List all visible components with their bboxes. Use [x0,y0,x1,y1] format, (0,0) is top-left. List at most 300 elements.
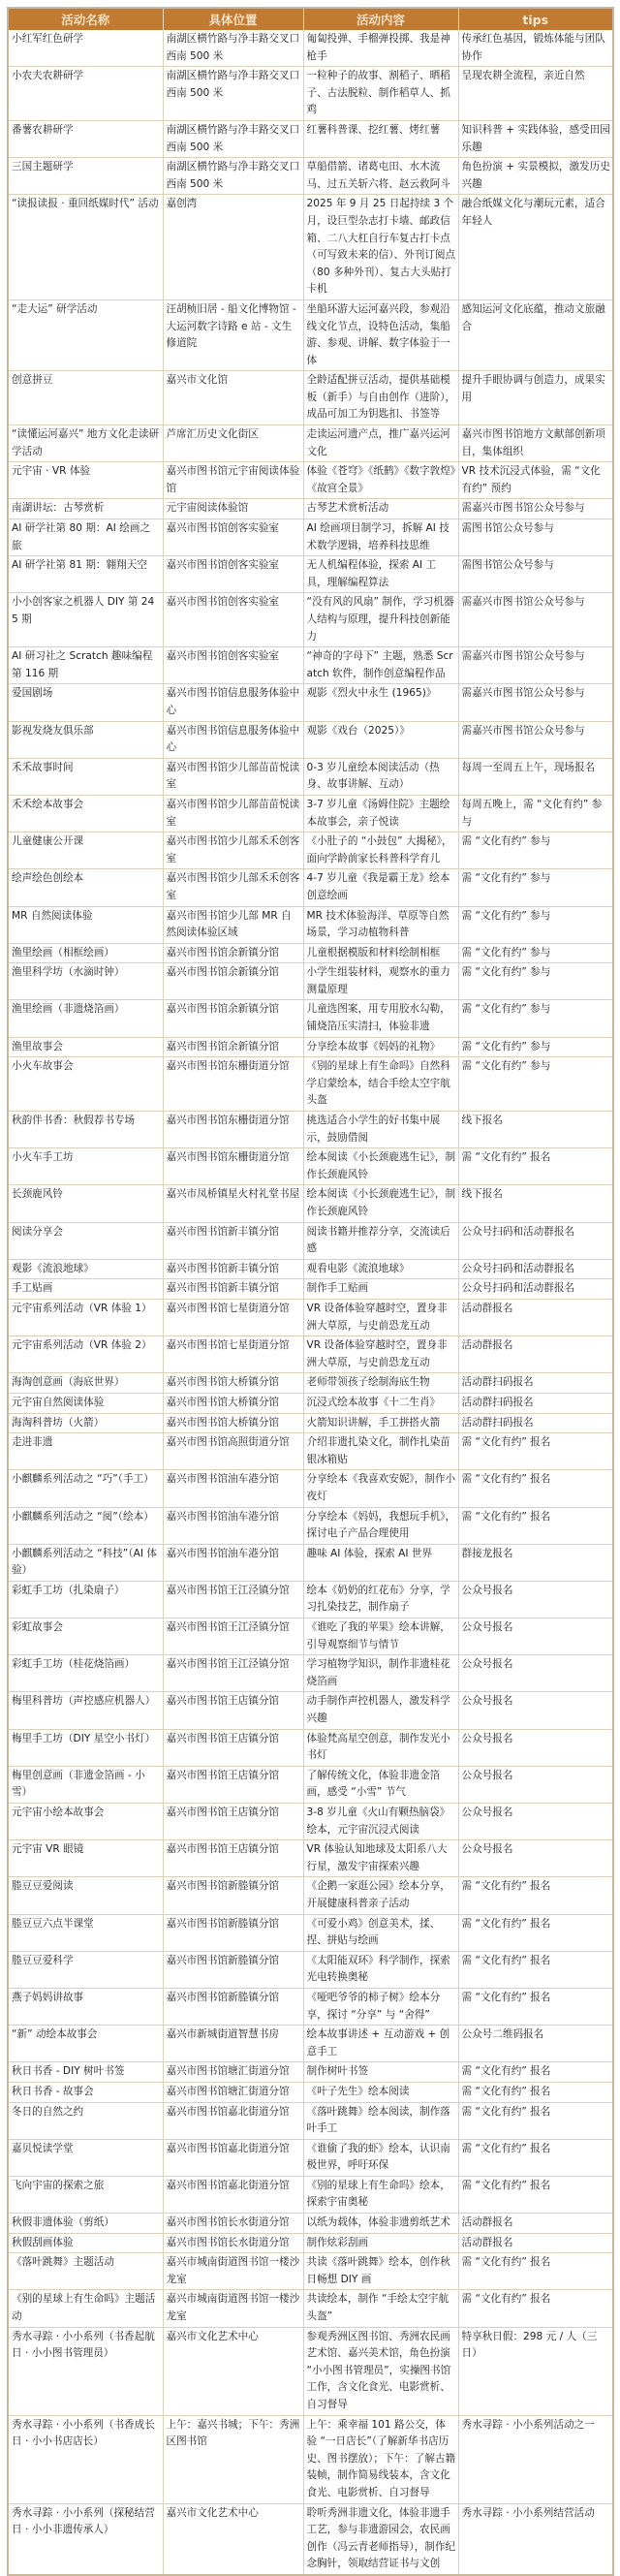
activity-name-cell: 飞向宇宙的探索之旅 [8,2176,163,2213]
activity-name-cell: 海淘创意画（海底世界） [8,1373,163,1394]
content-cell: 《可爱小鸡》创意美术，揉、捏、拼贴与绘画 [303,1914,458,1951]
location-cell: 嘉兴市新城街道智慧书房 [163,2026,303,2062]
activity-name-cell: 梅里手工坊（DIY 星空小书灯） [8,1729,163,1766]
location-cell: 嘉兴市图书馆新塍镇分馆 [163,1988,303,2025]
content-cell: 绘本《奶奶的红花布》分享，学习扎染技艺，制作扇子 [303,1581,458,1618]
content-cell: 制作炫彩刮画 [303,2233,458,2253]
location-cell: 嘉兴市图书馆大桥镇分馆 [163,1373,303,1394]
location-cell: 嘉兴市图书馆嘉北街道分馆 [163,2139,303,2176]
content-cell: 制作树叶书签 [303,2062,458,2083]
location-cell: 嘉兴市图书馆王店镇分馆 [163,1729,303,1766]
content-cell: 红薯科普课、挖红薯、烤红薯 [303,120,458,157]
tips-cell: 需 “文化有约” 参与 [458,832,613,869]
table-row [8,195,613,300]
tips-cell: VR 技术沉浸式体验，需 “文化有约” 预约 [458,462,613,499]
content-cell: 匍匐投弹、手榴弹投掷、我是神枪手 [303,30,458,67]
location-cell: 嘉兴市图书馆七星街道分馆 [163,1336,303,1373]
content-cell: AI 绘画项目制学习，拆解 AI 技术数学逻辑，培养科技思维 [303,519,458,556]
tips-cell: 需 “文化有约” 报名 [458,1877,613,1914]
content-cell: VR 设备体验穿越时空，置身非洲大草原，与史前恐龙互动 [303,1336,458,1373]
location-cell: 嘉兴市图书馆东栅街道分馆 [163,1148,303,1185]
content-cell: VR 设备体验穿越时空，置身非洲大草原，与史前恐龙互动 [303,1299,458,1335]
table-row [8,1988,613,2025]
header-activity-name: 活动名称 [8,8,163,30]
tips-cell: 需嘉兴市图书馆公众号参与 [458,684,613,721]
location-cell: 嘉兴市图书馆少儿部禾禾创客室 [163,832,303,869]
content-cell: 古琴艺术赏析活动 [303,499,458,519]
tips-cell: 公众号扫码和活动群报名 [458,1279,613,1300]
location-cell: 嘉兴市图书馆王店镇分馆 [163,1804,303,1840]
activity-name-cell: 彩虹故事会 [8,1618,163,1655]
tips-cell: 秀水寻踪 · 小小系列活动之一 [458,2415,613,2503]
content-cell: 参观秀洲区图书馆、秀洲农民画艺术馆、嘉兴美术馆，角色扮演 “小小图书管理员”，实操图书馆工作，含文化食光、电影赏析、自习督导 [303,2327,458,2415]
table-row [8,1618,613,1655]
activity-name-cell: 元宇宙系列活动（VR 体验 2） [8,1336,163,1373]
content-cell: 《谁吃了我的苹果》绘本讲解，引导观察细节与情节 [303,1618,458,1655]
table-row [8,832,613,869]
content-cell: 儿童根据模版和材料绘制相框 [303,943,458,963]
activity-name-cell: 儿童健康公开课 [8,832,163,869]
activity-name-cell: 手工贴画 [8,1279,163,1300]
table-row [8,2233,613,2253]
table-row [8,462,613,499]
activity-name-cell: 燕子妈妈讲故事 [8,1988,163,2025]
location-cell: 嘉兴市图书馆余新镇分馆 [163,943,303,963]
table-row [8,963,613,1000]
tips-cell: 需 “文化有约” 报名 [458,1988,613,2025]
content-cell: 观影《烈火中永生 (1965)》 [303,684,458,721]
location-cell: 嘉兴市图书馆王店镇分馆 [163,1766,303,1803]
tips-cell: 提升手眼协调与创造力，成果实用 [458,371,613,425]
location-cell: 嘉兴市图书馆长水街道分馆 [163,2233,303,2253]
tips-cell: 秀水寻踪 · 小小系列结营活动 [458,2503,613,2575]
activity-name-cell: 创意拼豆 [8,371,163,425]
activity-name-cell: 秋假刮画体验 [8,2233,163,2253]
content-cell: 3-8 岁儿童《火山有颗热脑袋》绘本，元宇宙沉浸式阅读 [303,1804,458,1840]
content-cell: 聆听秀洲非遗文化，体验非遗手工艺，参与非遗游园会，农民画创作（冯云青老师指导），制作纪念胸针，领取结营证书与文创 [303,2503,458,2575]
table-row [8,906,613,943]
table-row [8,684,613,721]
activity-name-cell: 元宇宙 VR 眼镜 [8,1840,163,1877]
content-cell: 阅读书籍并推荐分享，交流读后感 [303,1222,458,1259]
table-row [8,2214,613,2234]
table-row [8,1581,613,1618]
location-cell: 嘉兴市图书馆王店镇分馆 [163,1692,303,1729]
table-row [8,1877,613,1914]
activity-name-cell: 元宇宙自然阅读体验 [8,1393,163,1413]
tips-cell: 活动群报名 [458,2214,613,2234]
table-row [8,1373,613,1394]
location-cell: 嘉兴市图书馆余新镇分馆 [163,1000,303,1037]
content-cell: 观看电影《流浪地球》 [303,1259,458,1279]
activity-name-cell: 塍豆豆爱科学 [8,1951,163,1988]
location-cell: 芦席汇历史文化街区 [163,425,303,462]
table-row [8,593,613,647]
table-row [8,1655,613,1692]
activity-name-cell: 《别的星球上有生命吗》主题活动 [8,2290,163,2327]
table-row [8,499,613,519]
location-cell: 嘉兴市凤桥镇星火村礼堂书屋 [163,1185,303,1222]
table-row [8,2503,613,2575]
table-header [8,8,613,30]
table-row [8,1185,613,1222]
tips-cell: 需嘉兴市图书馆公众号参与 [458,721,613,758]
tips-cell: 需 “文化有约” 参与 [458,906,613,943]
location-cell: 嘉兴市图书馆油车港分馆 [163,1544,303,1581]
location-cell: 嘉兴市图书馆高照街道分馆 [163,1433,303,1470]
table-row [8,2253,613,2290]
table-row [8,1951,613,1988]
tips-cell: 公众号报名 [458,1692,613,1729]
content-cell: 介绍非遗扎染文化，制作扎染苗银冰箱贴 [303,1433,458,1470]
content-cell: 《谁偷了我的虾》绘本，认识南极世界，呼吁环保 [303,2139,458,2176]
tips-cell: 活动群报名 [458,1336,613,1373]
location-cell: 嘉兴市图书馆少儿部禾禾创客室 [163,869,303,906]
activity-name-cell: AI 研习社之 Scratch 趣味编程第 116 期 [8,647,163,684]
tips-cell: 活动群报名 [458,2233,613,2253]
table-row [8,1544,613,1581]
tips-cell: 角色扮演 + 实景模拟，激发历史兴趣 [458,158,613,195]
content-cell: 《别的星球上有生命吗》绘本，探索宇宙奥秘 [303,2176,458,2213]
activity-name-cell: 渔里绘画（非遗烧箔画） [8,1000,163,1037]
tips-cell: 需嘉兴市图书馆公众号参与 [458,647,613,684]
content-cell: 体验梵高星空创意，制作发光小书灯 [303,1729,458,1766]
activity-name-cell: “走大运” 研学活动 [8,299,163,370]
table-row [8,1112,613,1148]
content-cell: 坐船环游大运河嘉兴段，参观沿线文化节点，设特色活动，集船游、参观、讲解、数字体验于一体 [303,299,458,370]
content-cell: 绘本阅读《小长颈鹿逃生记》，制作长颈鹿风铃 [303,1148,458,1185]
location-cell: 嘉兴市图书馆余新镇分馆 [163,963,303,1000]
tips-cell: 群接龙报名 [458,1544,613,1581]
header-location: 具体位置 [163,8,303,30]
table-row [8,1840,613,1877]
content-cell: 3-7 岁儿童《汤姆住院》主题绘本故事会，亲子悦读 [303,795,458,832]
header-tips: tips [458,8,613,30]
location-cell: 嘉兴市图书馆王江泾镇分馆 [163,1655,303,1692]
table-row [8,2062,613,2083]
content-cell: 趣味 AI 体验，探索 AI 世界 [303,1544,458,1581]
content-cell: 观影《戏台（2025）》 [303,721,458,758]
location-cell: 南湖区横竹路与净丰路交叉口西南 500 米 [163,30,303,67]
activity-name-cell: 海淘科普坊（火箭） [8,1413,163,1433]
tips-cell: 线下报名 [458,1112,613,1148]
tips-cell: 需 “文化有约” 报名 [458,1148,613,1185]
activity-name-cell: 元宇宙系列活动（VR 体验 1） [8,1299,163,1335]
location-cell: 嘉兴市图书馆七星街道分馆 [163,1299,303,1335]
table-row [8,2327,613,2415]
tips-cell: 需 “文化有约” 参与 [458,1000,613,1037]
table-row [8,2415,613,2503]
location-cell: 嘉兴市图书馆新丰镇分馆 [163,1259,303,1279]
location-cell: 嘉兴市文化馆 [163,371,303,425]
location-cell: 嘉兴市图书馆少儿部苗苗悦读室 [163,758,303,795]
content-cell: 火箭知识讲解，手工拼搭火箭 [303,1413,458,1433]
location-cell: 嘉兴市图书馆少儿部苗苗悦读室 [163,795,303,832]
tips-cell: 需图书馆公众号参与 [458,556,613,593]
table-row [8,2082,613,2102]
activity-name-cell: 彩虹手工坊（扎染扇子） [8,1581,163,1618]
location-cell: 嘉兴市图书馆信息服务体验中心 [163,721,303,758]
location-cell: 上午：嘉兴书城；下午：秀洲区图书馆 [163,2415,303,2503]
activity-name-cell: 元宇宙小绘本故事会 [8,1804,163,1840]
tips-cell: 需嘉兴市图书馆公众号参与 [458,593,613,647]
activity-name-cell: 彩虹手工坊（桂花烧箔画） [8,1655,163,1692]
location-cell: 嘉兴市图书馆嘉北街道分馆 [163,2102,303,2139]
activity-name-cell: AI 研学社第 80 期：AI 绘画之旅 [8,519,163,556]
activity-table-container [7,7,612,2576]
activity-name-cell: 梅里科普坊（声控感应机器人） [8,1692,163,1729]
tips-cell: 特享秋日假：298 元 / 人（三日） [458,2327,613,2415]
activity-table [7,7,614,2576]
tips-cell: 需 “文化有约” 报名 [458,1433,613,1470]
content-cell: 草船借箭、诸葛屯田、水木流马、过五关斩六将、赵云救阿斗 [303,158,458,195]
tips-cell: 需 “文化有约” 报名 [458,2102,613,2139]
table-row [8,425,613,462]
tips-cell: 需 “文化有约” 报名 [458,1914,613,1951]
content-cell: 绘本故事讲述 + 互动游戏 + 创意手工 [303,2026,458,2062]
table-row [8,2102,613,2139]
activity-name-cell: 阅读分享会 [8,1222,163,1259]
location-cell: 嘉兴市图书馆东栅街道分馆 [163,1057,303,1112]
location-cell: 嘉兴市城南街道图书馆一楼沙龙室 [163,2290,303,2327]
location-cell: 嘉兴市图书馆新塍镇分馆 [163,1914,303,1951]
content-cell: 《哑吧爷爷的柿子树》绘本分享，探讨 “分享” 与 “舍得” [303,1988,458,2025]
activity-name-cell: 小麒麟系列活动之 “科技”（AI 体验） [8,1544,163,1581]
content-cell: 2025 年 9 月 25 日起持续 3 个月，设巨型杂志打卡墙、邮政信箱、二八大杠自行车复古打卡点（可写致未来的信）、外刊订阅点（80 多种外刊）、复古大头贴打卡机 [303,195,458,300]
content-cell: 小学生组装材料，观察水的重力测量原理 [303,963,458,1000]
activity-name-cell: 渔里故事会 [8,1037,163,1057]
table-row [8,67,613,121]
tips-cell: 公众号报名 [458,1618,613,1655]
location-cell: 嘉兴市图书馆元宇宙阅读体验馆 [163,462,303,499]
table-row [8,1299,613,1335]
tips-cell: 需 “文化有约” 报名 [458,2139,613,2176]
table-row [8,158,613,195]
table-row [8,556,613,593]
tips-cell: 知识科普 + 实践体验，感受田园乐趣 [458,120,613,157]
content-cell: 《太阳能双环》科学制作，探索光电转换奥秘 [303,1951,458,1988]
content-cell: “神奇的字母下” 主题，熟悉 Scratch 软件，制作创意编程作品 [303,647,458,684]
table-row [8,519,613,556]
location-cell: 嘉兴市图书馆塘汇街道分馆 [163,2062,303,2083]
location-cell: 嘉兴市图书馆创客实验室 [163,647,303,684]
tips-cell: 需 “文化有约” 报名 [458,1470,613,1507]
content-cell: 学习植物学知识，制作非遗桂花烧箔画 [303,1655,458,1692]
header-row [8,8,613,30]
content-cell: 绘本阅读《小长颈鹿逃生记》，制作长颈鹿风铃 [303,1185,458,1222]
location-cell: 嘉兴市图书馆王江泾镇分馆 [163,1581,303,1618]
table-row [8,1433,613,1470]
content-cell: 一粒种子的故事、割稻子、晒稻子、古法脱粒、制作稻草人、抓鸡 [303,67,458,121]
location-cell: 嘉兴市图书馆长水街道分馆 [163,2214,303,2234]
table-row [8,2026,613,2062]
activity-name-cell: 秀水寻踪 · 小小系列（书香成长日 · 小小书店店长） [8,2415,163,2503]
activity-name-cell: 影视发烧友俱乐部 [8,721,163,758]
tips-cell: 需 “文化有约” 参与 [458,1037,613,1057]
tips-cell: 需图书馆公众号参与 [458,519,613,556]
location-cell: 嘉兴市图书馆油车港分馆 [163,1470,303,1507]
content-cell: 以纸为载体，体验非遗剪纸艺术 [303,2214,458,2234]
table-body [8,30,613,2575]
activity-name-cell: 番薯农耕研学 [8,120,163,157]
tips-cell: 公众号二维码报名 [458,2026,613,2062]
location-cell: 南湖区横竹路与净丰路交叉口西南 500 米 [163,158,303,195]
content-cell: 分享绘本故事《妈妈的礼物》 [303,1037,458,1057]
tips-cell: 活动群扫码报名 [458,1393,613,1413]
table-row [8,943,613,963]
activity-name-cell: “读懂运河嘉兴” 地方文化走读研学活动 [8,425,163,462]
table-row [8,299,613,370]
content-cell: 全龄适配拼豆活动，提供基础模板（新手）与自由创作（进阶），成品可加工为钥匙扣、书签等 [303,371,458,425]
location-cell: 元宇宙阅读体验馆 [163,499,303,519]
tips-cell: 公众号报名 [458,1729,613,1766]
activity-name-cell: AI 研学社第 81 期：翱翔天空 [8,556,163,593]
location-cell: 汪胡桢旧居 - 船文化博物馆 - 大运河数字诗路 e 站 - 文生修道院 [163,299,303,370]
content-cell: 挑选适合小学生的好书集中展示，鼓励借阅 [303,1112,458,1148]
activity-name-cell: 塍豆豆六点半课堂 [8,1914,163,1951]
tips-cell: 公众号报名 [458,1804,613,1840]
content-cell: VR 体验认知地球及太阳系八大行星，激发宇宙探索兴趣 [303,1840,458,1877]
tips-cell: 传承红色基因，锻炼体能与团队协作 [458,30,613,67]
tips-cell: 需 “文化有约” 报名 [458,2290,613,2327]
tips-cell: 需 “文化有约” 参与 [458,1057,613,1112]
table-row [8,1336,613,1373]
content-cell: 0-3 岁儿童绘本阅读活动（热身、故事讲解、互动） [303,758,458,795]
tips-cell: 融合纸媒文化与潮玩元素，适合年轻人 [458,195,613,300]
table-row [8,371,613,425]
activity-name-cell: 南湖讲坛：古琴赏析 [8,499,163,519]
tips-cell: 公众号报名 [458,1581,613,1618]
location-cell: 嘉兴市图书馆大桥镇分馆 [163,1413,303,1433]
table-row [8,1729,613,1766]
table-row [8,1692,613,1729]
activity-name-cell: 长颈鹿风铃 [8,1185,163,1222]
tips-cell: 活动群扫码报名 [458,1373,613,1394]
tips-cell: 需 “文化有约” 参与 [458,963,613,1000]
table-row [8,869,613,906]
activity-name-cell: 禾禾故事时间 [8,758,163,795]
activity-name-cell: 塍豆豆爱阅读 [8,1877,163,1914]
tips-cell: 需 “文化有约” 报名 [458,2253,613,2290]
content-cell: 制作手工贴画 [303,1279,458,1300]
table-row [8,1259,613,1279]
tips-cell: 需 “文化有约” 报名 [458,2082,613,2102]
table-row [8,1222,613,1259]
activity-name-cell: 秋韵伴书香：秋假荐书专场 [8,1112,163,1148]
location-cell: 嘉创湾 [163,195,303,300]
activity-name-cell: 秋日书香 - 故事会 [8,2082,163,2102]
table-row [8,647,613,684]
tips-cell: 需嘉兴市图书馆公众号参与 [458,499,613,519]
tips-cell: 公众号报名 [458,1655,613,1692]
tips-cell: 线下报名 [458,1185,613,1222]
activity-name-cell: MR 自然阅读体验 [8,906,163,943]
table-row [8,1507,613,1544]
table-row [8,120,613,157]
location-cell: 嘉兴市图书馆塘汇街道分馆 [163,2082,303,2102]
tips-cell: 每周五晚上，需 “文化有约” 参与 [458,795,613,832]
activity-name-cell: 梅里创意画（非遗金箔画 - 小雪） [8,1766,163,1803]
content-cell: 老师带领孩子绘制海底生物 [303,1373,458,1394]
tips-cell: 需 “文化有约” 报名 [458,2176,613,2213]
activity-name-cell: 渔里绘画（相框绘画） [8,943,163,963]
table-row [8,2176,613,2213]
content-cell: MR 技术体验海洋、草原等自然场景，学习动植物科普 [303,906,458,943]
header-content: 活动内容 [303,8,458,30]
table-row [8,1914,613,1951]
tips-cell: 需 “文化有约” 报名 [458,1507,613,1544]
location-cell: 嘉兴市图书馆新塍镇分馆 [163,1951,303,1988]
activity-name-cell: 走进非遗 [8,1433,163,1470]
tips-cell: 需 “文化有约” 参与 [458,943,613,963]
table-row [8,1413,613,1433]
location-cell: 嘉兴市图书馆王店镇分馆 [163,1840,303,1877]
tips-cell: 嘉兴市图书馆地方文献部创新项目，集体组织 [458,425,613,462]
tips-cell: 活动群报名 [458,1299,613,1335]
activity-name-cell: 秋日书香 - DIY 树叶书签 [8,2062,163,2083]
activity-name-cell: 三国主题研学 [8,158,163,195]
tips-cell: 需 “文化有约” 报名 [458,1951,613,1988]
content-cell: 《别的星球上有生命吗》自然科学启蒙绘本，结合手绘太空宇航头盔 [303,1057,458,1112]
location-cell: 嘉兴市图书馆余新镇分馆 [163,1037,303,1057]
activity-name-cell: “读报读报 · 重回纸媒时代” 活动 [8,195,163,300]
table-row [8,721,613,758]
location-cell: 嘉兴市图书馆创客实验室 [163,556,303,593]
activity-name-cell: 小火车故事会 [8,1057,163,1112]
location-cell: 嘉兴市文化艺术中心 [163,2327,303,2415]
activity-name-cell: 秀水寻踪 · 小小系列（探秘结营日 · 小小非遗传承人） [8,2503,163,2575]
tips-cell: 呈现农耕全流程，亲近自然 [458,67,613,121]
location-cell: 嘉兴市图书馆大桥镇分馆 [163,1393,303,1413]
content-cell: 分享绘本《我喜欢安妮》，制作小夜灯 [303,1470,458,1507]
location-cell: 嘉兴市图书馆创客实验室 [163,519,303,556]
activity-name-cell: 元宇宙 · VR 体验 [8,462,163,499]
table-row [8,2139,613,2176]
location-cell: 嘉兴市图书馆嘉北街道分馆 [163,2176,303,2213]
activity-name-cell: 爱国剧场 [8,684,163,721]
location-cell: 嘉兴市图书馆王江泾镇分馆 [163,1618,303,1655]
activity-name-cell: 小麒麟系列活动之 “巧”（手工） [8,1470,163,1507]
location-cell: 嘉兴市图书馆信息服务体验中心 [163,684,303,721]
tips-cell: 需 “文化有约” 参与 [458,869,613,906]
table-row [8,795,613,832]
location-cell: 嘉兴市图书馆新丰镇分馆 [163,1279,303,1300]
table-row [8,758,613,795]
activity-name-cell: 小火车手工坊 [8,1148,163,1185]
location-cell: 嘉兴市图书馆东栅街道分馆 [163,1112,303,1148]
content-cell: “没有风的风扇” 制作，学习机器人结构与原理，提升科技创新能力 [303,593,458,647]
location-cell: 南湖区横竹路与净丰路交叉口西南 500 米 [163,67,303,121]
table-row [8,30,613,67]
activity-name-cell: 观影《流浪地球》 [8,1259,163,1279]
content-cell: 《企鹅一家逛公园》绘本分享，开展健康科普亲子活动 [303,1877,458,1914]
activity-name-cell: 《落叶跳舞》主题活动 [8,2253,163,2290]
table-row [8,1470,613,1507]
content-cell: 无人机编程体验，探索 AI 工具，理解编程算法 [303,556,458,593]
table-row [8,1279,613,1300]
location-cell: 嘉兴市城南街道图书馆一楼沙龙室 [163,2253,303,2290]
tips-cell: 需 “文化有约” 报名 [458,2062,613,2083]
table-row [8,1393,613,1413]
activity-name-cell: “新” 动绘本故事会 [8,2026,163,2062]
tips-cell: 公众号扫码和活动群报名 [458,1222,613,1259]
activity-name-cell: 秀水寻踪 · 小小系列（书香起航日 · 小小图书管理员） [8,2327,163,2415]
content-cell: 《小肚子的 “小鼓包” 大揭秘》，面向学龄前家长科普科学育儿 [303,832,458,869]
tips-cell: 公众号报名 [458,1840,613,1877]
tips-cell: 感知运河文化底蕴，推动文旅融合 [458,299,613,370]
location-cell: 嘉兴市图书馆创客实验室 [163,593,303,647]
content-cell: 上午：乘幸福 101 路公交，体验 “一日店长”（了解新华书店历史、图书摆放）；下午：了解古籍装帧，制作简易线装本，含文化食光、电影赏析、自习督导 [303,2415,458,2503]
